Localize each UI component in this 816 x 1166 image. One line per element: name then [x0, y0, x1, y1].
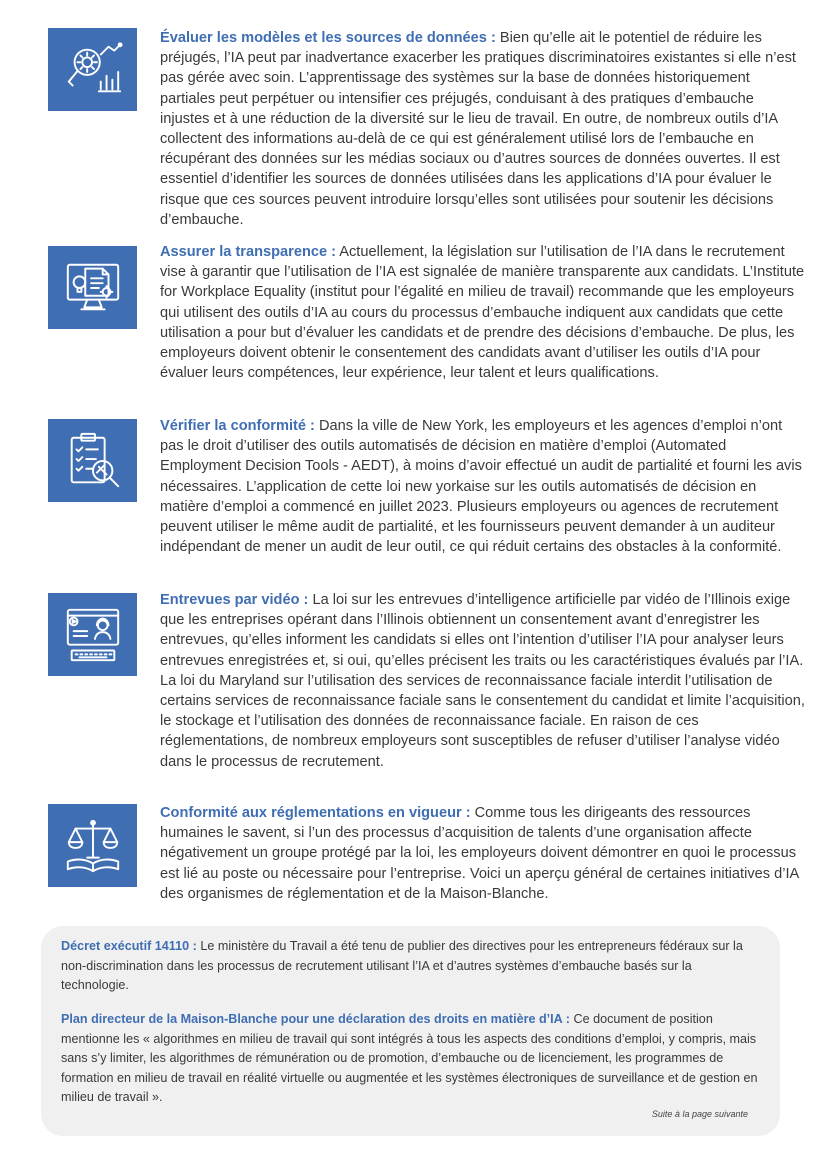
section-text: [160, 803, 806, 904]
callout-box: [41, 926, 780, 1136]
section-body: Comme tous les dirigeants des ressources humaines le savent, si l’un des processus d’acquisition de talents d’une organisation affecte négativement un groupe protégé par la loi, les employeurs doivent démontrer en quoi le processus est lié au poste ou nécessaire pour l’entreprise. Voici un aperçu général de certaines initiatives d’IA des organismes de réglementation et de la Maison-Blanche.: [160, 805, 799, 902]
continued-footnote: Suite à la page suivante: [651, 1109, 748, 1119]
section-term: Entrevues par vidéo :: [160, 592, 309, 608]
callout-item-executive-order: [61, 937, 761, 996]
checklist-gavel-icon: [48, 419, 137, 502]
callout-term: Décret exécutif 14110 :: [61, 939, 197, 953]
section-text: [160, 28, 806, 230]
section-term: Assurer la transparence :: [160, 244, 337, 260]
callout-body: Ce document de position mentionne les « algorithmes en milieu de travail qui sont intégrés à tous les aspects des conditions d’emploi, y compris, mais sans s’y limiter, les algorithmes de rémunération ou de promotion, d’embauche ou de licenciement, les programmes de formation en milieu de travail en réalité virtuelle ou augmentée et les systèmes électroniques de surveillance et de gestion en milieu de travail ».: [61, 1012, 758, 1105]
callout-body: Le ministère du Travail a été tenu de publier des directives pour les entrepreneurs fédéraux sur la non-discrimination dans les processus de recrutement utilisant l’IA et d’autres systèmes d’embauche basés sur la technologie.: [61, 939, 743, 993]
section-body: Bien qu’elle ait le potentiel de réduire les préjugés, l’IA peut par inadvertance exacerber les pratiques discriminatoires existantes si elle n’est pas gérée avec soin. L’apprentissage des systèmes sur la base de données historiquement partiales peut perpétuer ou intensifier ces préjugés, conduisant à des pratiques d’embauche injustes et à une réduction de la diversité sur le lieu de travail. En outre, de nombreux outils d’IA collectent des informations au-delà de ce qui est généralement utilisé lors de l’embauche en récupérant des données sur les médias sociaux ou d’autres sources de données ouvertes. Il est essentiel d’identifier les sources de données utilisées dans les applications d’IA pour évaluer le risque que ces sources peuvent introduire lorsqu’elles sont utilisées pour soutenir les décisions d’embauche.: [160, 30, 796, 228]
monitor-document-lightbulb-icon: [48, 246, 137, 329]
callout-item-ai-bill-of-rights: [61, 1010, 761, 1108]
section-term: Évaluer les modèles et les sources de données :: [160, 30, 496, 46]
section-body: Actuellement, la législation sur l’utilisation de l’IA dans le recrutement vise à garantir que l’utilisation de l’IA est signalée de manière transparente aux candidats. L’Institute for Workplace Equality (institut pour l’égalité en milieu de travail) recommande que les employeurs qui utilisent des outils d’IA au cours du processus d’embauche indiquent aux candidats que cette utilisation a pour but d’évaluer les candidats et de prendre des décisions d’embauche. De plus, les employeurs doivent obtenir le consentement des candidats avant d’utiliser les outils d’IA pour évaluer leurs compétences, leur expérience, leur talent et leurs qualifications.: [160, 244, 805, 382]
scales-of-justice-book-icon: [48, 804, 137, 887]
section-body: Dans la ville de New York, les employeurs et les agences d’emploi n’ont pas le droit d’utiliser des outils automatisés de décision en matière d’emploi (Automated Employment Decision Tools - AEDT), à moins d’avoir effectué un audit de partialité et fourni les avis nécessaires. L’application de cette loi new yorkaise sur les outils automatisés de décision en matière d’emploi a commencé en juillet 2023. Plusieurs employeurs ou agences de recrutement peuvent utiliser le même audit de partialité, et les fournisseurs peuvent demander à un auditeur indépendant de mener un audit de leur outil, ce qui réduit certains des obstacles à la conformité.: [160, 418, 802, 556]
section-text: [160, 416, 806, 557]
video-interview-monitor-icon: [48, 593, 137, 676]
section-body: La loi sur les entrevues d’intelligence artificielle par vidéo de l’Illinois exige que les entreprises opérant dans l’Illinois obtiennent un consentement avant d’enregistrer les entrevues, qu’elles informent les candidats si elles ont l’intention d’utiliser l’IA pour analyser leurs entrevues enregistrées et, si oui, qu’elles précisent les traits ou les caractéristiques évalués par l’IA. La loi du Maryland sur l’utilisation des services de reconnaissance faciale interdit l’utilisation de certains services de reconnaissance faciale sans le consentement du candidat et limite l’acquisition, le stockage et l’utilisation des données de reconnaissance faciale. En raison de ces réglementations, de nombreux employeurs sont susceptibles de refuser d’utiliser l’analyse vidéo dans le processus de recrutement.: [160, 592, 805, 770]
callout-term: Plan directeur de la Maison-Blanche pour une déclaration des droits en matière d’IA :: [61, 1012, 570, 1026]
magnifier-gear-chart-icon: [48, 28, 137, 111]
section-term: Vérifier la conformité :: [160, 418, 315, 434]
section-text: [160, 590, 806, 772]
section-term: Conformité aux réglementations en vigueur :: [160, 805, 471, 821]
section-text: [160, 242, 806, 383]
